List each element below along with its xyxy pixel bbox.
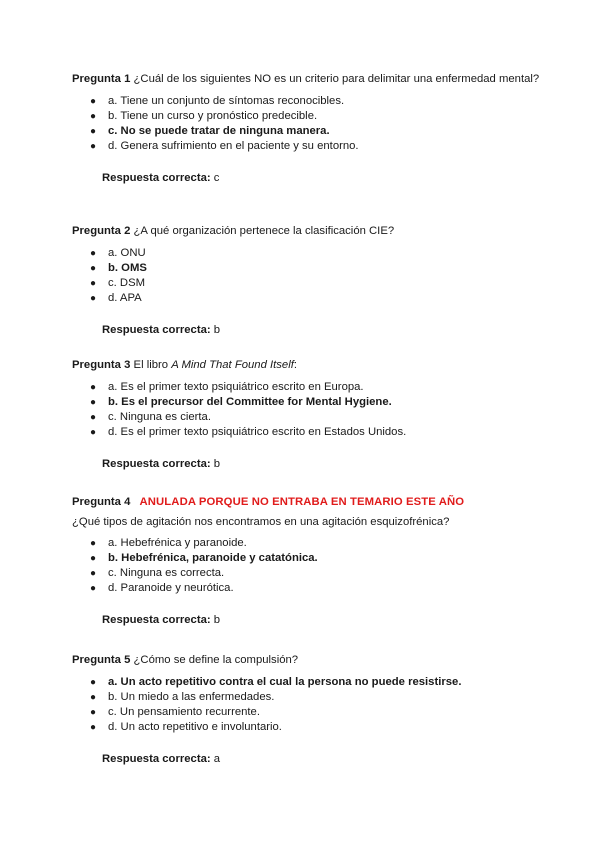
bullet-icon: ● xyxy=(90,126,97,137)
bullet-icon: ● xyxy=(90,397,97,408)
answer-label: Respuesta correcta: xyxy=(102,614,211,626)
question-1-answer xyxy=(102,171,542,186)
answer-label: Respuesta correcta: xyxy=(102,753,211,765)
bullet-icon: ● xyxy=(90,553,97,564)
option-b: ● b. Un miedo a las enfermedades. xyxy=(90,691,275,703)
option-b-correct: ● b. Hebefrénica, paranoide y catatónica. xyxy=(90,552,318,564)
question-1 xyxy=(72,70,542,186)
bullet-icon: ● xyxy=(90,427,97,438)
option-c: ● c. DSM xyxy=(90,277,146,289)
answer-value: c xyxy=(213,172,220,184)
question-4-text: ¿Qué tipos de agitación nos encontramos en una agitación esquizofrénica? xyxy=(72,516,450,528)
bullet-icon: ● xyxy=(90,707,97,718)
answer-value: b xyxy=(213,324,221,336)
question-1-options xyxy=(72,94,542,154)
annulled-notice: ANULADA PORQUE NO ENTRABA EN TEMARIO ESTE AÑO xyxy=(139,496,465,508)
option-a: ● a. Es el primer texto psiquiátrico escrito en Europa. xyxy=(90,381,364,393)
question-5 xyxy=(72,651,542,767)
bullet-icon: ● xyxy=(90,538,97,549)
bullet-icon: ● xyxy=(90,677,97,688)
option-a: ● a. ONU xyxy=(90,247,146,259)
question-2-label: Pregunta 2 xyxy=(72,225,131,237)
question-3-options xyxy=(72,380,542,440)
question-1-text: ¿Cuál de los siguientes NO es un criterio para delimitar una enfermedad mental? xyxy=(133,73,540,85)
bullet-icon: ● xyxy=(90,583,97,594)
question-2 xyxy=(72,222,542,338)
option-a: ● a. Hebefrénica y paranoide. xyxy=(90,537,247,549)
bullet-icon: ● xyxy=(90,382,97,393)
option-a-correct: ● a. Un acto repetitivo contra el cual la persona no puede resistirse. xyxy=(90,676,462,688)
bullet-icon: ● xyxy=(90,248,97,259)
question-3-text-prefix: El libro xyxy=(133,359,172,371)
bullet-icon: ● xyxy=(90,568,97,579)
answer-label: Respuesta correcta: xyxy=(102,324,211,336)
option-d: ● d. Genera sufrimiento en el paciente y su entorno. xyxy=(90,140,359,152)
bullet-icon: ● xyxy=(90,412,97,423)
bullet-icon: ● xyxy=(90,278,97,289)
option-d: ● d. APA xyxy=(90,292,142,304)
answer-value: a xyxy=(213,753,221,765)
option-b: ● b. Tiene un curso y pronóstico predecible. xyxy=(90,110,318,122)
question-4-heading xyxy=(72,493,542,511)
bullet-icon: ● xyxy=(90,141,97,152)
question-2-text: ¿A qué organización pertenece la clasificación CIE? xyxy=(133,225,395,237)
question-5-answer xyxy=(102,752,542,767)
question-3-prompt xyxy=(72,356,542,374)
bullet-icon: ● xyxy=(90,263,97,274)
bullet-icon: ● xyxy=(90,293,97,304)
question-3-label: Pregunta 3 xyxy=(72,359,131,371)
option-b-correct: ● b. Es el precursor del Committee for Mental Hygiene. xyxy=(90,396,392,408)
bullet-icon: ● xyxy=(90,111,97,122)
option-d: ● d. Es el primer texto psiquiátrico escrito en Estados Unidos. xyxy=(90,426,407,438)
bullet-icon: ● xyxy=(90,722,97,733)
answer-label: Respuesta correcta: xyxy=(102,172,211,184)
question-2-answer xyxy=(102,323,542,338)
bullet-icon: ● xyxy=(90,96,97,107)
option-a: ● a. Tiene un conjunto de síntomas reconocibles. xyxy=(90,95,345,107)
question-5-label: Pregunta 5 xyxy=(72,654,131,666)
question-3 xyxy=(72,356,542,472)
option-c-correct: ● c. No se puede tratar de ninguna manera. xyxy=(90,125,330,137)
option-d: ● d. Paranoide y neurótica. xyxy=(90,582,234,594)
question-2-prompt xyxy=(72,222,542,240)
book-title: A Mind That Found Itself xyxy=(171,359,294,371)
question-1-label: Pregunta 1 xyxy=(72,73,131,85)
question-5-prompt xyxy=(72,651,542,669)
question-5-text: ¿Cómo se define la compulsión? xyxy=(133,654,299,666)
answer-value: b xyxy=(213,614,221,626)
question-1-prompt xyxy=(72,70,542,88)
option-c: ● c. Un pensamiento recurrente. xyxy=(90,706,260,718)
answer-label: Respuesta correcta: xyxy=(102,458,211,470)
question-3-text-suffix: : xyxy=(293,359,297,371)
question-4-label: Pregunta 4 xyxy=(72,496,131,508)
question-2-options xyxy=(72,246,542,306)
option-c: ● c. Ninguna es correcta. xyxy=(90,567,225,579)
question-4 xyxy=(72,493,542,628)
option-b-correct: ● b. OMS xyxy=(90,262,147,274)
bullet-icon: ● xyxy=(90,692,97,703)
option-c: ● c. Ninguna es cierta. xyxy=(90,411,211,423)
question-4-answer xyxy=(102,613,542,628)
option-d: ● d. Un acto repetitivo e involuntario. xyxy=(90,721,282,733)
answer-value: b xyxy=(213,458,221,470)
question-4-options xyxy=(72,536,542,596)
question-3-answer xyxy=(102,457,542,472)
question-5-options xyxy=(72,675,542,735)
